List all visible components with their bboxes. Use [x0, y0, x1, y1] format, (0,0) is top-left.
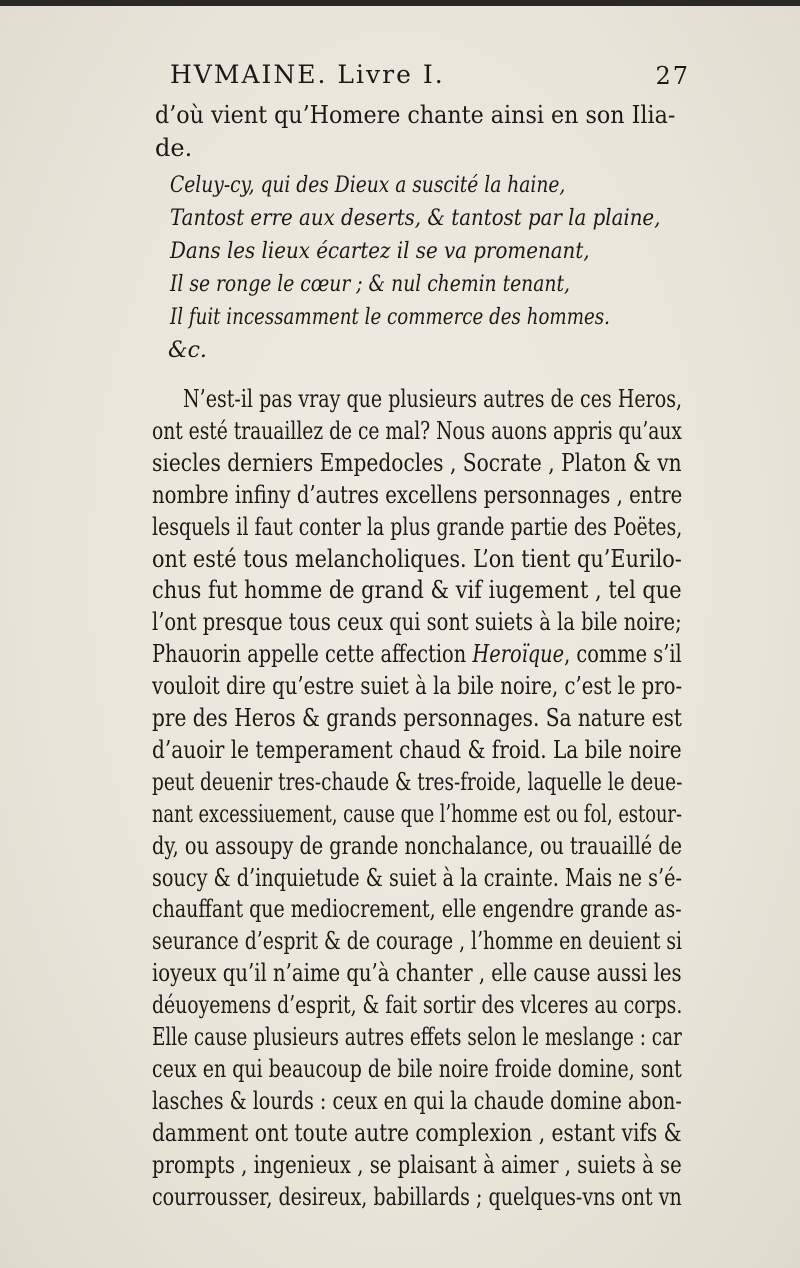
- italic-word: Heroïque: [472, 640, 565, 668]
- paragraph-line: damment ont toute autre complexion , estant vifs &: [152, 1119, 682, 1147]
- running-header: [170, 60, 690, 94]
- paragraph-line: lasches & lourds : ceux en qui la chaude domine abon-: [152, 1087, 682, 1115]
- paragraph-line: courrousser, desireux, babillards ; quelques-vns ont vn: [152, 1183, 682, 1211]
- paragraph-line: ioyeux qu’il n’aime qu’à chanter , elle cause aussi les: [152, 959, 682, 987]
- paragraph-line: siecles derniers Empedocles , Socrate , Platon & vn: [152, 449, 682, 477]
- intro-line: d’où vient qu’Homere chante ainsi en son Ilia-: [155, 101, 676, 129]
- paragraph-line: déuoyemens d’esprit, & fait sortir des vlceres au corps.: [152, 991, 683, 1019]
- paragraph-line: pre des Heros & grands personnages. Sa nature est: [152, 704, 682, 732]
- intro-line: de.: [155, 134, 193, 162]
- paragraph-line: l’ont presque tous ceux qui sont suiets à la bile noire;: [152, 608, 682, 636]
- verse-line: Il se ronge le cœur ; & nul chemin tenant,: [170, 272, 570, 297]
- paragraph-line: Phauorin appelle cette affection Heroïque, comme s’il: [152, 640, 682, 668]
- verse-line: Dans les lieux écartez il se va promenant,: [170, 239, 590, 264]
- paragraph-line: ceux en qui beaucoup de bile noire froide domine, sont: [152, 1055, 682, 1083]
- verse-line: Il fuit incessamment le commerce des hommes.: [170, 305, 610, 330]
- paragraph-line: nombre infiny d’autres excellens personnages , entre: [152, 481, 683, 509]
- verse-line: Celuy-cy, qui des Dieux a suscité la haine,: [170, 173, 566, 198]
- verse-line: Tantost erre aux deserts, & tantost par la plaine,: [170, 206, 661, 231]
- paragraph-line: Elle cause plusieurs autres effets selon le meslange : car: [152, 1023, 682, 1051]
- paragraph-line: seurance d’esprit & de courage , l’homme en deuient si: [152, 927, 683, 955]
- page-edge-shadow: [0, 0, 800, 6]
- paragraph-line: nant excessiuement, cause que l’homme est ou fol, estour-: [152, 800, 682, 828]
- paragraph-line: chus fut homme de grand & vif iugement , tel que: [152, 576, 682, 604]
- paragraph-line: soucy & d’inquietude & suiet à la crainte. Mais ne s’é-: [152, 864, 682, 892]
- paragraph-line: lesquels il faut conter la plus grande partie des Poëtes,: [152, 513, 683, 541]
- paragraph-line: vouloit dire qu’estre suiet à la bile noire, c’est le pro-: [152, 672, 683, 700]
- paragraph-line: ont esté trauaillez de ce mal? Nous auons appris qu’aux: [152, 417, 682, 445]
- paragraph-line: N’est-il pas vray que plusieurs autres de ces Heros,: [183, 385, 683, 413]
- paragraph-line: dy, ou assoupy de grande nonchalance, ou trauaillé de: [152, 832, 682, 860]
- paragraph-line: peut deuenir tres-chaude & tres-froide, laquelle le deue-: [152, 768, 683, 796]
- paragraph-line: chauffant que mediocrement, elle engendre grande as-: [152, 895, 682, 923]
- paragraph-line: ont esté tous melancholiques. L’on tient qu’Eurilo-: [152, 545, 682, 573]
- running-title: HVMAINE. Livre I.: [170, 60, 445, 89]
- paragraph-line: prompts , ingenieux , se plaisant à aimer , suiets à se: [152, 1151, 682, 1179]
- page-number: 27: [655, 62, 690, 90]
- paragraph-line: d’auoir le temperament chaud & froid. La bile noire: [152, 736, 682, 764]
- verse-line: &c.: [168, 338, 207, 363]
